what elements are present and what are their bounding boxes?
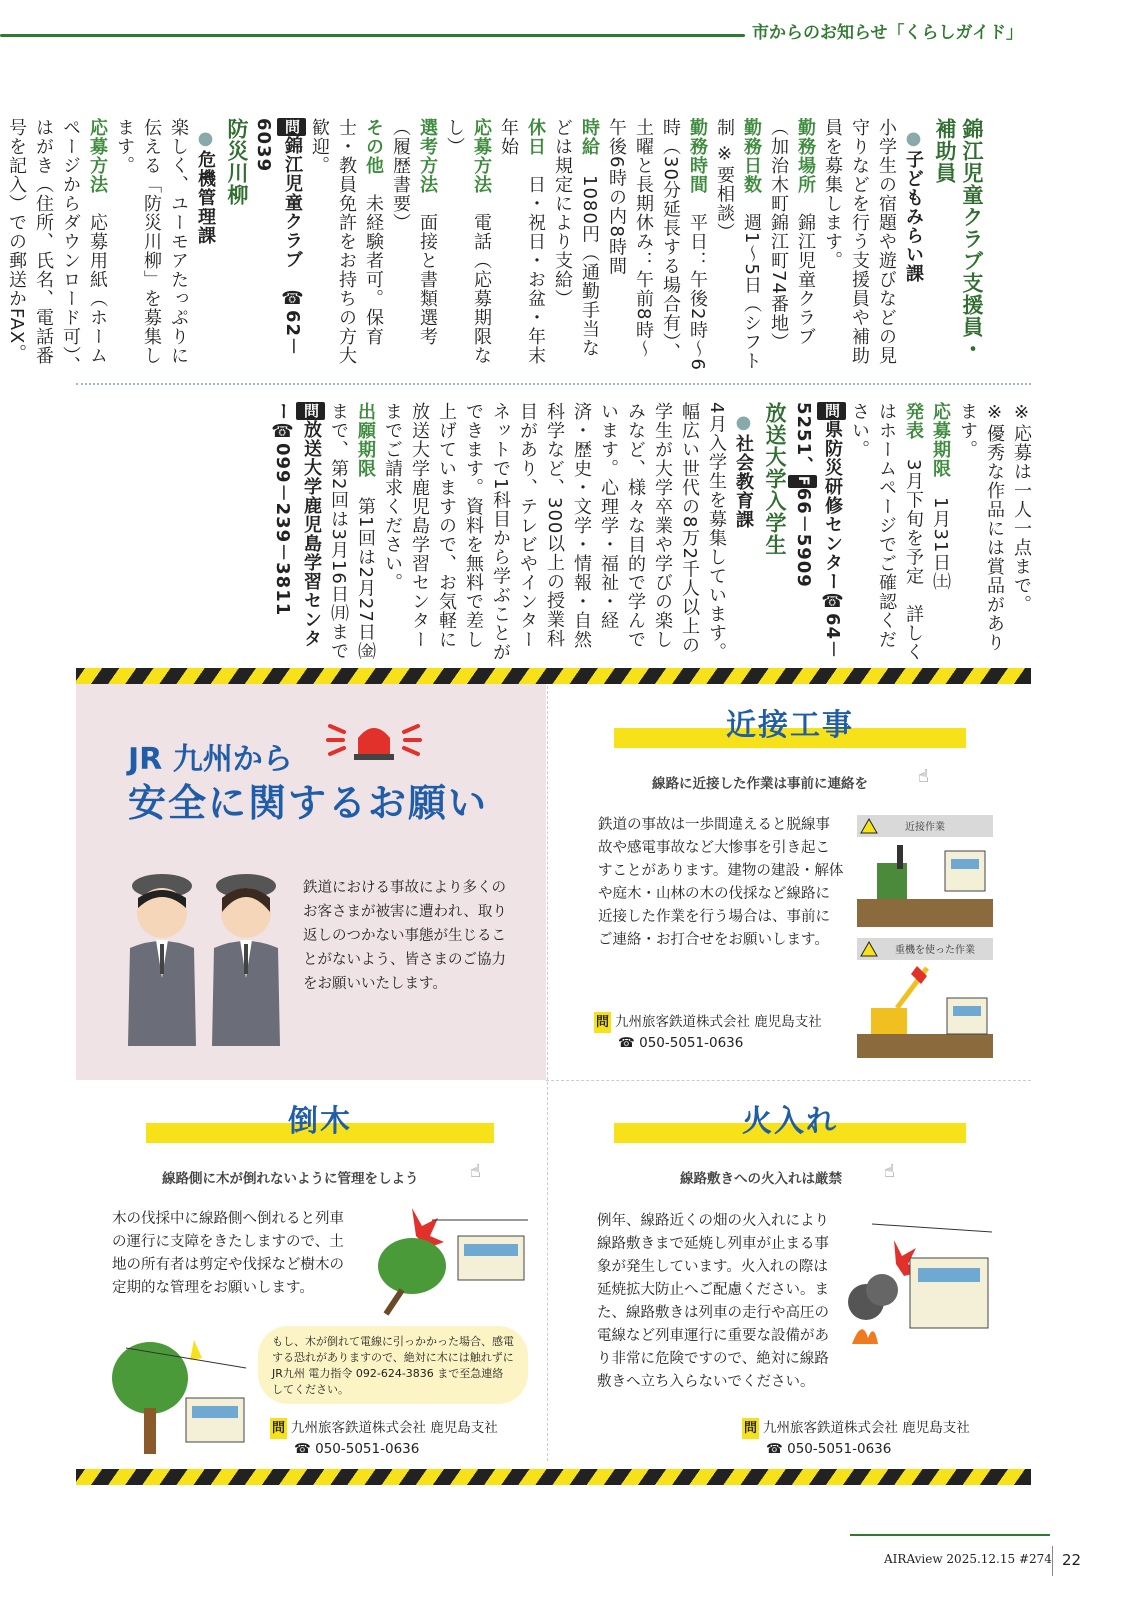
senryu-fax: 66－5909	[793, 487, 814, 588]
club-select: 面接と書類選考（履歴書要）	[390, 118, 438, 346]
club-hours-label: 勤務時間	[687, 118, 708, 194]
jr-subtitle: JR 九州から	[128, 742, 293, 777]
club-place: 錦江児童クラブ（加治木町錦江町74番地）	[768, 118, 816, 352]
club-days-label: 勤務日数	[741, 118, 762, 194]
univ-dept: ● 社会教育課	[730, 402, 757, 664]
univ-period: 第1回は2月27日㈮まで、第2回は3月16日㈪まで	[328, 402, 376, 661]
club-place-label: 勤務場所	[795, 118, 816, 194]
heavy-machinery-illustration	[857, 938, 993, 1058]
club-apply-label: 応募方法	[471, 118, 492, 194]
kinsetsu-inquiry-org: 九州旅客鉄道株式会社 鹿児島支社	[615, 1014, 822, 1030]
pointing-hand-icon: ☝	[918, 766, 929, 787]
club-other-label: その他	[363, 118, 384, 175]
univ-period-label: 出願期限	[355, 402, 376, 478]
fallen-tree-illustration	[372, 1206, 528, 1316]
toboku-lead: 線路側に木が倒れないように管理をしよう	[162, 1171, 419, 1187]
univ-title: 放送大学入学生	[763, 402, 787, 556]
fax-icon: F	[788, 475, 817, 488]
tree-and-train-illustration	[106, 1338, 246, 1460]
kinsetsu-lead: 線路に近接した作業は事前に連絡を	[652, 776, 868, 792]
club-hours: 平日：午後2時～6時（30分延長する場合有）、土曜と長期休み：午前8時～午後6時の内8時間	[606, 118, 708, 371]
club-holiday: 日・祝日・お盆・年末年始	[498, 118, 546, 365]
senryu-apply: 応募用紙（ホームページからダウンロード可）、はがき（住所、氏名、電話番号を記入）での郵送かFAX。	[6, 118, 108, 375]
club-dept: ● 子どもみらい課	[900, 118, 927, 376]
club-wage-label: 時給	[579, 118, 600, 156]
univ-inquiry: 放送大学鹿児島学習センター☎099－239－3811	[272, 402, 322, 648]
station-staff-illustration	[120, 868, 288, 1046]
senryu-deadline: 1月31日㈯	[930, 497, 951, 592]
senryu-title: 防災川柳	[225, 118, 249, 206]
toboku-inquiry-org: 九州旅客鉄道株式会社 鹿児島支社	[291, 1420, 498, 1436]
column-divider	[76, 383, 1031, 385]
illus-label-2: 重機を使った作業	[895, 945, 975, 956]
hiire-inquiry-org: 九州旅客鉄道株式会社 鹿児島支社	[763, 1420, 970, 1436]
pointing-hand-icon: ☝	[470, 1161, 481, 1182]
club-tel: ☎62－6039	[253, 118, 303, 357]
construction-illustration	[857, 815, 993, 927]
senryu-note2: ※優秀な作品には賞品があります。	[957, 402, 1005, 652]
siren-icon	[328, 718, 420, 762]
kinsetsu-title: 近接工事	[726, 708, 854, 743]
jr-body-text: 鉄道における事故により多くのお客さまが被害に遭われ、取り返しのつかない事態が生じることがないよう、皆さまのご協力をお願いいたします。	[303, 880, 507, 992]
senryu-announce: 3月下旬を予定 詳しくはホームページでご確認ください。	[849, 402, 924, 662]
hiire-inquiry-mark: 問	[742, 1418, 759, 1439]
senryu-deadline-label: 応募期限	[930, 402, 951, 478]
club-body: 小学生の宿題や遊びなどの見守りなどを行う支援員や補助員を募集します。	[822, 118, 897, 365]
hiire-body: 例年、線路近くの畑の火入れにより線路敷きまで延焼し列車が止まる事象が発生しています。火入れの際は延焼拡大防止へご配慮ください。また、線路敷きは列車の走行や高圧の電線など列車運行に重要な設備があり非常に危険ですので、絶対に線路敷きへ立ち入らないでください。	[597, 1213, 829, 1390]
hiire-title: 火入れ	[742, 1104, 838, 1139]
club-wage: 1080円（通勤手当などは規定により支給）	[552, 118, 600, 358]
senryu-dept: ● 危機管理課	[192, 118, 219, 376]
kinsetsu-body: 鉄道の事故は一歩間違えると脱線事故や感電事故など大惨事を引き起こすことがあります。建物の建設・解体や庭木・山林の木の伐採など線路に近接した作業を行う場合は、事前にご連絡・お打合せをお願いします。	[598, 817, 844, 948]
club-article	[6, 118, 985, 376]
panel-divider-horizontal	[546, 1080, 1031, 1081]
toboku-inquiry	[270, 1418, 498, 1460]
header-rule	[0, 34, 745, 37]
univ-body: 4月入学生を募集しています。幅広い世代の8万2千人以上の学生が大学卒業や学びの楽しみなど、様々な目的で学んでいます。心理学・福祉・経済・歴史・文学・情報・自然科学など、300以上の授業科目があり、テレビやインターネットで1科目から学ぶことができます。資料を無料で差し上げていますので、お気軽に放送大学鹿児島学習センターまでご請求ください。	[382, 402, 727, 662]
club-apply: 電話（応募期限なし）	[444, 118, 492, 365]
panel-divider-vertical	[547, 686, 548, 1461]
club-select-label: 選考方法	[417, 118, 438, 194]
univ-inquiry-mark: 問	[296, 402, 325, 420]
club-inquiry: 錦江児童クラブ	[282, 136, 303, 269]
kinsetsu-inquiry	[594, 1012, 822, 1054]
senryu-inquiry-mark: 問	[817, 402, 846, 420]
field-fire-illustration	[842, 1218, 992, 1352]
club-other: 未経験者可。保育士・教員免許をお持ちの方大歓迎。	[309, 118, 384, 365]
club-inquiry-mark: 問	[277, 118, 306, 136]
club-holiday-label: 休日	[525, 118, 546, 156]
club-days: 週1～5日（シフト制 ※要相談）	[714, 118, 762, 371]
club-title: 錦江児童クラブ支援員・補助員	[933, 118, 984, 360]
toboku-inquiry-mark: 問	[270, 1418, 287, 1439]
kinsetsu-tel: ☎ 050-5051-0636	[618, 1035, 744, 1051]
kinsetsu-inquiry-mark: 問	[594, 1012, 611, 1033]
electric-warning-note: もし、木が倒れて電線に引っかかった場合、感電する恐れがありますので、絶対に木には触れずに JR九州 電力指令 092-624-3836 まで至急連絡してください。	[258, 1326, 528, 1404]
hazard-stripe-bottom	[76, 1469, 1031, 1485]
toboku-body: 木の伐採中に線路側へ倒れると列車の運行に支障をきたしますので、土地の所有者は剪定や伐採など樹木の定期的な管理をお願いします。	[112, 1211, 344, 1296]
senryu-apply-label: 応募方法	[87, 118, 108, 194]
section-header-title: 市からのお知らせ「くらしガイド」	[752, 23, 1023, 43]
hiire-lead: 線路敷きへの火入れは厳禁	[680, 1171, 842, 1187]
footer-rule	[850, 1534, 1050, 1536]
hazard-stripe-top	[76, 668, 1031, 684]
magazine-issue: AIRAview 2025.12.15 #274	[884, 1552, 1052, 1566]
senryu-note1: ※応募は一人一点まで。	[1011, 402, 1032, 614]
illus-label-1: 近接作業	[905, 822, 945, 833]
jr-main-title: 安全に関するお願い	[128, 781, 489, 825]
page-number: 22	[1062, 1551, 1082, 1569]
senryu-inquiry: 県防災研修センター☎64－5251、	[793, 402, 843, 660]
toboku-title: 倒木	[288, 1104, 352, 1139]
hiire-inquiry	[742, 1418, 970, 1460]
pointing-hand-icon: ☝	[884, 1161, 895, 1182]
hiire-tel: ☎ 050-5051-0636	[766, 1441, 892, 1457]
toboku-tel: ☎ 050-5051-0636	[294, 1441, 420, 1457]
footer-separator	[1052, 1546, 1053, 1576]
senryu-body: 楽しく、ユーモアたっぷりに伝える「防災川柳」を募集します。	[114, 118, 189, 365]
lower-articles	[130, 402, 1035, 664]
senryu-announce-label: 発表	[903, 402, 924, 440]
